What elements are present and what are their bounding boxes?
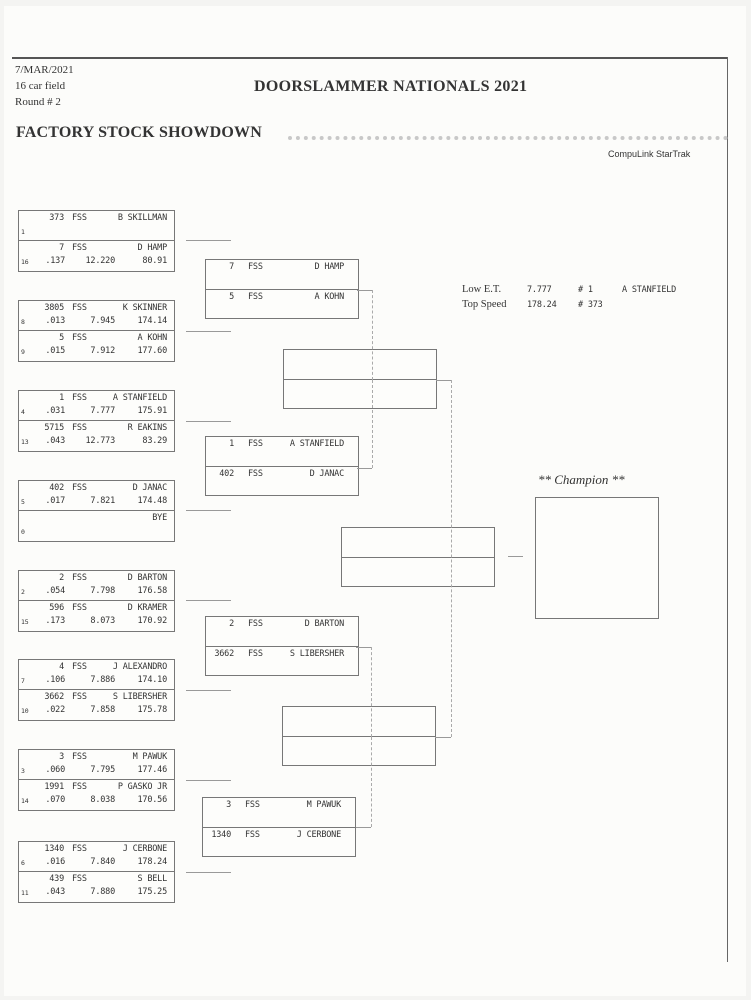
- driver-name: J CERBONE: [296, 830, 341, 840]
- connector: [186, 240, 231, 241]
- low-et-car: # 1: [578, 285, 593, 295]
- round2-match: [205, 616, 359, 676]
- round1-match: [18, 210, 175, 272]
- car-class: FSS: [72, 844, 87, 854]
- reaction-time: .017: [45, 496, 65, 506]
- driver-name: D BARTON: [304, 619, 344, 629]
- driver-name: BYE: [152, 513, 167, 523]
- connector: [435, 737, 451, 738]
- car-number: 1340: [44, 844, 64, 854]
- driver-name: D JANAC: [309, 469, 344, 479]
- top-rule: [12, 57, 728, 59]
- speed: 175.78: [137, 705, 167, 715]
- speed: 175.25: [137, 887, 167, 897]
- class-title: FACTORY STOCK SHOWDOWN: [16, 124, 262, 141]
- seed: 10: [21, 707, 29, 715]
- connector: [356, 647, 371, 648]
- connector: [186, 690, 231, 691]
- car-number: 3662: [44, 692, 64, 702]
- elapsed-time: 7.777: [90, 406, 115, 416]
- connector: [451, 380, 452, 737]
- speed: 174.10: [137, 675, 167, 685]
- car-class: FSS: [72, 573, 87, 583]
- driver-name: J CERBONE: [122, 844, 167, 854]
- seed: 1: [21, 228, 25, 236]
- seed: 0: [21, 528, 25, 536]
- car-number: 7: [229, 262, 234, 272]
- connector: [371, 737, 372, 827]
- car-number: 2: [59, 573, 64, 583]
- car-number: 1340: [211, 830, 231, 840]
- seed: 8: [21, 318, 25, 326]
- low-et-label: Low E.T.: [462, 284, 502, 295]
- car-number: 3: [226, 800, 231, 810]
- connector: [372, 290, 373, 380]
- reaction-time: .060: [45, 765, 65, 775]
- elapsed-time: 7.858: [90, 705, 115, 715]
- car-number: 4: [59, 662, 64, 672]
- speed: 178.24: [137, 857, 167, 867]
- car-class: FSS: [72, 782, 87, 792]
- car-class: FSS: [72, 333, 87, 343]
- car-class: FSS: [72, 393, 87, 403]
- reaction-time: .137: [45, 256, 65, 266]
- speed: 80.91: [142, 256, 167, 266]
- elapsed-time: 7.840: [90, 857, 115, 867]
- connector: [186, 872, 231, 873]
- speed: 174.48: [137, 496, 167, 506]
- driver-name: D HAMP: [314, 262, 344, 272]
- champion-label: ** Champion **: [538, 472, 625, 487]
- driver-name: A KOHN: [137, 333, 167, 343]
- connector: [186, 421, 231, 422]
- car-number: 402: [219, 469, 234, 479]
- top-speed-value: 178.24: [527, 300, 557, 310]
- car-class: FSS: [72, 213, 87, 223]
- reaction-time: .106: [45, 675, 65, 685]
- driver-name: M PAWUK: [132, 752, 167, 762]
- field-size: 16 car field: [15, 80, 66, 92]
- driver-name: D KRAMER: [127, 603, 167, 613]
- car-class: FSS: [72, 483, 87, 493]
- seed: 2: [21, 588, 25, 596]
- seed: 13: [21, 438, 29, 446]
- seed: 9: [21, 348, 25, 356]
- reaction-time: .016: [45, 857, 65, 867]
- title-underline: [288, 136, 728, 140]
- driver-name: S LIBERSHER: [112, 692, 167, 702]
- car-class: FSS: [248, 262, 263, 272]
- driver-name: A KOHN: [314, 292, 344, 302]
- event-date: 7/MAR/2021: [15, 64, 74, 76]
- driver-name: A STANFIELD: [112, 393, 167, 403]
- champion-box: [535, 497, 659, 619]
- elapsed-time: 7.798: [90, 586, 115, 596]
- car-number: 5: [229, 292, 234, 302]
- connector: [356, 827, 371, 828]
- round2-match: [205, 259, 359, 319]
- elapsed-time: 8.073: [90, 616, 115, 626]
- connector: [357, 290, 372, 291]
- round2-match: [202, 797, 356, 857]
- car-class: FSS: [72, 303, 87, 313]
- reaction-time: .043: [45, 887, 65, 897]
- car-number: 596: [49, 603, 64, 613]
- driver-name: R EAKINS: [127, 423, 167, 433]
- car-number: 5: [59, 333, 64, 343]
- right-rule: [727, 57, 728, 962]
- elapsed-time: 7.945: [90, 316, 115, 326]
- driver-name: D BARTON: [127, 573, 167, 583]
- seed: 3: [21, 767, 25, 775]
- driver-name: P GASKO JR: [117, 782, 167, 792]
- car-class: FSS: [248, 649, 263, 659]
- car-number: 1: [59, 393, 64, 403]
- reaction-time: .173: [45, 616, 65, 626]
- car-number: 3805: [44, 303, 64, 313]
- car-class: FSS: [72, 423, 87, 433]
- elapsed-time: 7.880: [90, 887, 115, 897]
- car-class: FSS: [248, 439, 263, 449]
- seed: 6: [21, 859, 25, 867]
- speed: 177.60: [137, 346, 167, 356]
- connector: [357, 468, 372, 469]
- reaction-time: .031: [45, 406, 65, 416]
- low-et-driver: A STANFIELD: [622, 285, 677, 295]
- car-number: 3662: [214, 649, 234, 659]
- car-number: 7: [59, 243, 64, 253]
- car-number: 1991: [44, 782, 64, 792]
- car-number: 2: [229, 619, 234, 629]
- reaction-time: .015: [45, 346, 65, 356]
- reaction-time: .054: [45, 586, 65, 596]
- car-class: FSS: [248, 619, 263, 629]
- car-class: FSS: [72, 874, 87, 884]
- car-class: FSS: [72, 752, 87, 762]
- low-et-value: 7.777: [527, 285, 552, 295]
- round1-match: [18, 390, 175, 452]
- reaction-time: .013: [45, 316, 65, 326]
- connector: [436, 380, 451, 381]
- seed: 7: [21, 677, 25, 685]
- seed: 15: [21, 618, 29, 626]
- elapsed-time: 7.912: [90, 346, 115, 356]
- elapsed-time: 12.773: [85, 436, 115, 446]
- semifinal-box-1: [283, 349, 437, 409]
- car-number: 3: [59, 752, 64, 762]
- driver-name: J ALEXANDRO: [112, 662, 167, 672]
- driver-name: A STANFIELD: [289, 439, 344, 449]
- connector: [371, 647, 372, 737]
- car-class: FSS: [72, 662, 87, 672]
- connector: [372, 380, 373, 468]
- driver-name: S LIBERSHER: [289, 649, 344, 659]
- round1-match: [18, 749, 175, 811]
- car-class: FSS: [72, 692, 87, 702]
- speed: 83.29: [142, 436, 167, 446]
- round1-match: [18, 480, 175, 542]
- reaction-time: .070: [45, 795, 65, 805]
- car-number: 373: [49, 213, 64, 223]
- car-class: FSS: [72, 603, 87, 613]
- elapsed-time: 7.886: [90, 675, 115, 685]
- round1-match: [18, 841, 175, 903]
- round1-match: [18, 659, 175, 721]
- speed: 174.14: [137, 316, 167, 326]
- round1-match: [18, 570, 175, 632]
- round2-match: [205, 436, 359, 496]
- speed: 176.58: [137, 586, 167, 596]
- reaction-time: .022: [45, 705, 65, 715]
- top-speed-car: # 373: [578, 300, 603, 310]
- reaction-time: .043: [45, 436, 65, 446]
- car-class: FSS: [245, 830, 260, 840]
- driver-name: D HAMP: [137, 243, 167, 253]
- top-speed-label: Top Speed: [462, 299, 507, 310]
- seed: 14: [21, 797, 29, 805]
- car-number: 439: [49, 874, 64, 884]
- seed: 16: [21, 258, 29, 266]
- driver-name: K SKINNER: [122, 303, 167, 313]
- final-box: [341, 527, 495, 587]
- elapsed-time: 8.038: [90, 795, 115, 805]
- car-class: FSS: [248, 469, 263, 479]
- round-number: Round # 2: [15, 96, 61, 108]
- elapsed-time: 7.821: [90, 496, 115, 506]
- speed: 170.92: [137, 616, 167, 626]
- car-class: FSS: [72, 243, 87, 253]
- connector: [186, 510, 231, 511]
- seed: 11: [21, 889, 29, 897]
- elapsed-time: 7.795: [90, 765, 115, 775]
- car-number: 402: [49, 483, 64, 493]
- seed: 5: [21, 498, 25, 506]
- car-number: 5715: [44, 423, 64, 433]
- driver-name: D JANAC: [132, 483, 167, 493]
- semifinal-box-2: [282, 706, 436, 766]
- round1-match: [18, 300, 175, 362]
- car-class: FSS: [245, 800, 260, 810]
- event-title: DOORSLAMMER NATIONALS 2021: [254, 78, 528, 95]
- elapsed-time: 12.220: [85, 256, 115, 266]
- connector: [186, 331, 231, 332]
- software-credit: CompuLink StarTrak: [608, 149, 691, 159]
- connector: [186, 780, 231, 781]
- speed: 175.91: [137, 406, 167, 416]
- connector: [508, 556, 523, 557]
- driver-name: M PAWUK: [306, 800, 341, 810]
- connector: [186, 600, 231, 601]
- seed: 4: [21, 408, 25, 416]
- speed: 170.56: [137, 795, 167, 805]
- car-class: FSS: [248, 292, 263, 302]
- car-number: 1: [229, 439, 234, 449]
- driver-name: B SKILLMAN: [117, 213, 167, 223]
- driver-name: S BELL: [137, 874, 167, 884]
- speed: 177.46: [137, 765, 167, 775]
